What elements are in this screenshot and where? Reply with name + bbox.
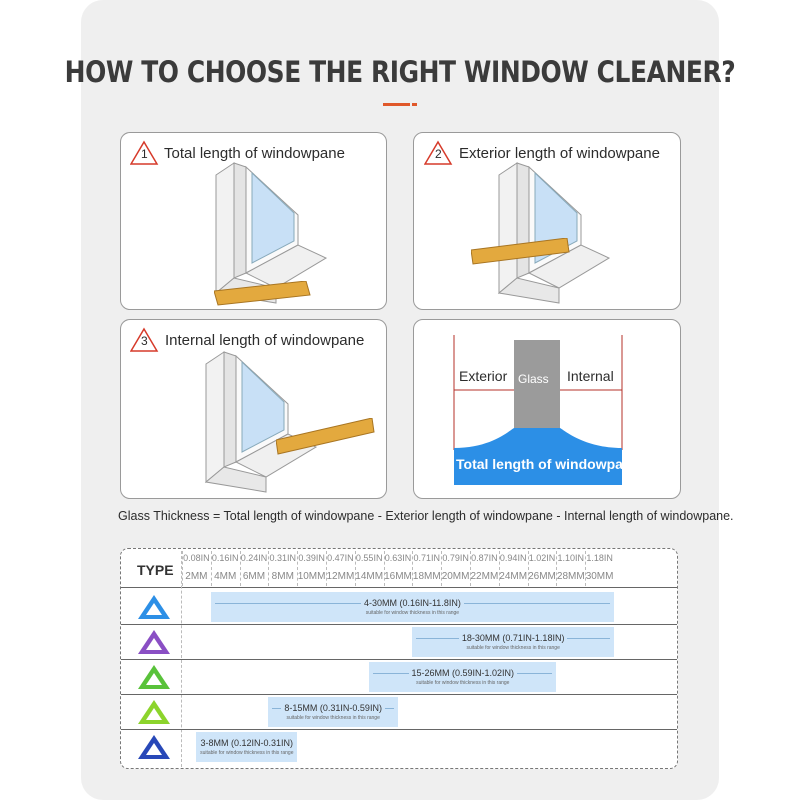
column-divider bbox=[240, 551, 241, 586]
row-divider bbox=[121, 694, 677, 695]
column-header-mm: 12MM bbox=[326, 571, 355, 582]
column-header-mm: 4MM bbox=[214, 571, 237, 582]
column-header-inch: 0.79IN bbox=[442, 553, 469, 563]
column-divider bbox=[499, 551, 500, 586]
column-header-inch: 0.87IN bbox=[471, 553, 498, 563]
column-header-mm: 28MM bbox=[556, 571, 585, 582]
column-header-mm: 6MM bbox=[242, 571, 266, 582]
column-header-mm: 30MM bbox=[585, 571, 614, 582]
range-caption: suitable for window thickness in this range bbox=[416, 680, 510, 686]
range-caption: suitable for window thickness in this range bbox=[200, 750, 294, 756]
column-header-inch: 0.16IN bbox=[211, 553, 239, 563]
range-label: 3-8MM (0.12IN-0.31IN) bbox=[196, 738, 297, 748]
window-cleaner-icon bbox=[134, 628, 174, 663]
column-divider bbox=[211, 551, 212, 586]
panel-label: Total length of windowpane bbox=[164, 145, 345, 162]
column-divider bbox=[268, 551, 269, 586]
window-cleaner-icon bbox=[134, 663, 174, 698]
column-header-inch: 0.24IN bbox=[240, 553, 268, 563]
range-label: 8-15MM (0.31IN-0.59IN) bbox=[268, 703, 398, 713]
column-header-mm: 10MM bbox=[297, 571, 326, 582]
column-divider bbox=[355, 551, 356, 586]
column-header-inch: 0.63IN bbox=[384, 553, 412, 563]
column-header-mm: 22MM bbox=[470, 571, 499, 582]
column-header-mm: 18MM bbox=[412, 571, 441, 582]
column-header-inch: 1.02IN bbox=[528, 553, 556, 563]
column-divider bbox=[470, 551, 471, 586]
range-caption: suitable for window thickness in this range bbox=[365, 610, 460, 616]
panel-label: Internal length of windowpane bbox=[165, 332, 365, 349]
column-header-inch: 0.08IN bbox=[183, 553, 210, 563]
column-header-inch: 0.39IN bbox=[298, 553, 325, 563]
window-cleaner-icon bbox=[134, 698, 174, 733]
internal-label: Internal bbox=[567, 368, 614, 384]
glass-cross-section-diagram bbox=[414, 320, 681, 499]
window-cleaner-icon bbox=[134, 593, 174, 628]
column-header-mm: 8MM bbox=[271, 571, 294, 582]
column-divider bbox=[182, 551, 183, 586]
column-divider bbox=[384, 551, 385, 586]
range-caption: suitable for window thickness in this range bbox=[286, 715, 380, 721]
title-accent-bar bbox=[383, 103, 410, 106]
column-header-mm: 2MM bbox=[185, 571, 208, 582]
row-divider bbox=[121, 624, 677, 625]
header-divider bbox=[121, 587, 677, 588]
row-divider bbox=[121, 729, 677, 730]
panel-label: Exterior length of windowpane bbox=[459, 145, 660, 162]
range-label: 4-30MM (0.16IN-11.8IN) bbox=[211, 598, 614, 608]
column-divider bbox=[556, 551, 557, 586]
ruler-icon bbox=[214, 281, 314, 307]
step-number: 3 bbox=[141, 334, 148, 348]
ruler-icon bbox=[471, 238, 571, 266]
panel-glass-diagram bbox=[413, 319, 681, 499]
row-divider bbox=[121, 659, 677, 660]
total-length-label: Total length of windowpane bbox=[456, 456, 640, 472]
column-header-mm: 16MM bbox=[384, 571, 412, 582]
ruler-icon bbox=[276, 418, 376, 456]
column-divider bbox=[585, 551, 586, 586]
column-header-mm: 14MM bbox=[355, 571, 384, 582]
exterior-label: Exterior bbox=[459, 368, 508, 384]
type-header: TYPE bbox=[137, 562, 174, 578]
column-header-inch: 0.55IN bbox=[355, 553, 383, 563]
column-divider bbox=[528, 551, 529, 586]
column-header-mm: 26MM bbox=[528, 571, 556, 582]
range-caption: suitable for window thickness in this range bbox=[466, 645, 560, 651]
column-header-mm: 24MM bbox=[499, 571, 528, 582]
column-header-inch: 0.71IN bbox=[413, 553, 441, 563]
column-header-mm: 20MM bbox=[441, 571, 470, 582]
column-divider bbox=[326, 551, 327, 586]
page-title: HOW TO CHOOSE THE RIGHT WINDOW CLEANER? bbox=[64, 55, 736, 89]
window-cleaner-icon bbox=[134, 733, 174, 768]
column-divider bbox=[412, 551, 413, 586]
glass-thickness-formula: Glass Thickness = Total length of windowpane - Exterior length of windowpane - Internal length of windowpane. bbox=[118, 509, 734, 523]
column-header-inch: 0.47IN bbox=[327, 553, 354, 563]
range-label: 15-26MM (0.59IN-1.02IN) bbox=[369, 668, 556, 678]
glass-label: Glass bbox=[518, 372, 549, 386]
column-header-inch: 0.94IN bbox=[499, 553, 527, 563]
column-divider bbox=[441, 551, 442, 586]
range-label: 18-30MM (0.71IN-1.18IN) bbox=[412, 633, 614, 643]
column-header-inch: 0.31IN bbox=[269, 553, 297, 563]
title-accent-dot bbox=[412, 103, 417, 106]
step-number: 2 bbox=[435, 147, 442, 161]
column-header-inch: 1.18IN bbox=[586, 553, 613, 563]
column-divider bbox=[297, 551, 298, 586]
column-header-inch: 1.10IN bbox=[557, 553, 585, 563]
step-number: 1 bbox=[141, 147, 148, 161]
